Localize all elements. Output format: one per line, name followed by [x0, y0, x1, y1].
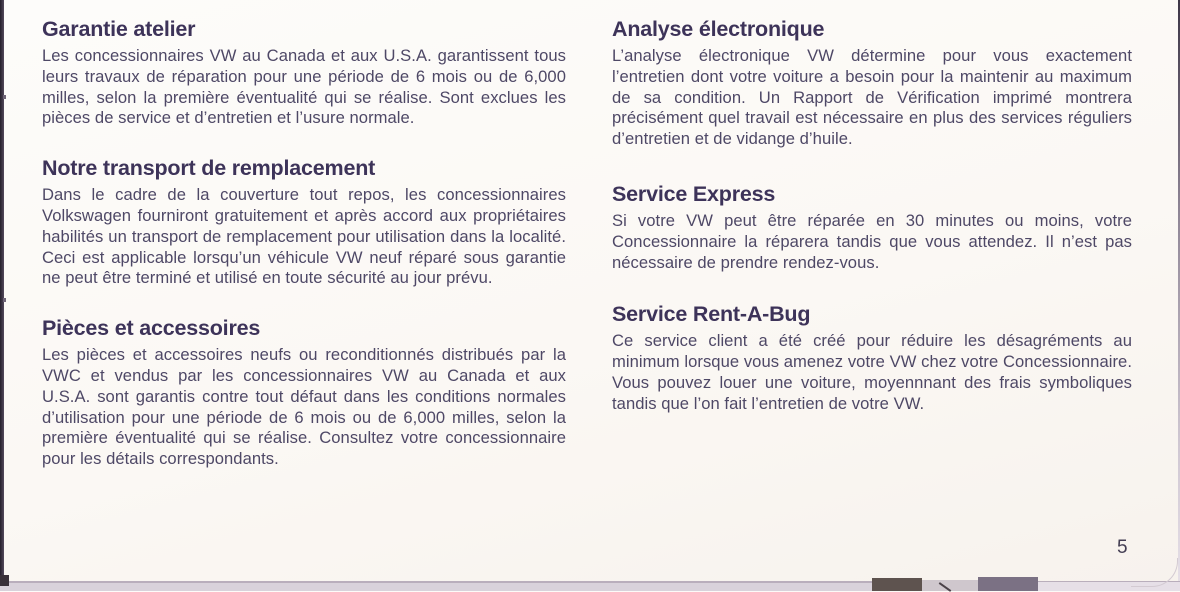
scan-corner-mark	[0, 575, 9, 586]
section-body: L’analyse électronique VW détermine pour vous exactement l’entretien dont votre voiture a besoin pour la maintenir au maximum de sa condition. Un Rapport de Vérification imprimé montrera précisément quel travail est nécessaire en plus des services réguliers d’entretien et de vidange d’huile.	[612, 46, 1132, 149]
scan-speck	[3, 95, 6, 99]
section-body: Les pièces et accessoires neufs ou reconditionnés distribués par la VWC et vendus par les concessionnaires VW au Canada et aux U.S.A. sont garantis contre tout défaut dans les conditions normales d’utilisation pour une période de 6 mois ou de 6,000 milles, selon la première éventualité qui se réalise. Consultez votre concessionnaire pour les détails correspondants.	[42, 345, 566, 469]
section-analyse-electronique	[612, 16, 1132, 150]
section-body: Si votre VW peut être réparée en 30 minutes ou moins, votre Concessionnaire la réparera tandis que vous attendez. Il n’est pas nécessaire de prendre rendez-vous.	[612, 210, 1132, 272]
section-body: Ce service client a été créé pour réduire les désagréments au minimum lorsque vous amenez votre VW chez votre Concessionnaire. Vous pouvez louer une voiture, moyennnant des frais symboliques tandis que l’on fait l’entretien de votre VW.	[612, 331, 1132, 413]
section-service-express	[612, 181, 1132, 273]
section-garantie-atelier	[42, 16, 566, 129]
section-body: Les concessionnaires VW au Canada et aux U.S.A. garantissent tous leurs travaux de réparation pour une période de 6 mois ou de 6,000 milles, selon la première éventualité qui se réalise. Sont exclues les pièces de service et d’entretien et l’usure normale.	[42, 46, 566, 128]
section-heading: Analyse électronique	[612, 17, 825, 41]
scan-band-dark-segment	[872, 578, 922, 591]
section-heading: Service Rent-A-Bug	[612, 302, 811, 327]
section-heading: Notre transport de remplacement	[42, 156, 376, 181]
page-number: 5	[1117, 537, 1128, 558]
column-right	[612, 16, 1132, 415]
column-left	[42, 16, 566, 470]
section-pieces-accessoires	[42, 315, 566, 470]
section-heading: Garantie atelier	[42, 17, 196, 41]
scan-speck	[3, 298, 6, 302]
section-transport-remplacement	[42, 155, 566, 289]
scan-edge-left	[0, 0, 4, 591]
section-heading: Pièces et accessoires	[42, 316, 261, 341]
section-body: Dans le cadre de la couverture tout repos, les concessionnaires Volkswagen fourniront gratuitement et après accord aux propriétaires habilités un transport de remplacement pour utilisation dans la localité. Ceci est applicable lorsqu’un véhicule VW neuf réparé sous garantie ne peut être terminé et utilisé en toute sécurité au jour prévu.	[42, 185, 566, 288]
scan-band-purple-segment	[978, 577, 1038, 591]
section-service-rent-a-bug	[612, 301, 1132, 414]
section-heading: Service Express	[612, 181, 776, 206]
